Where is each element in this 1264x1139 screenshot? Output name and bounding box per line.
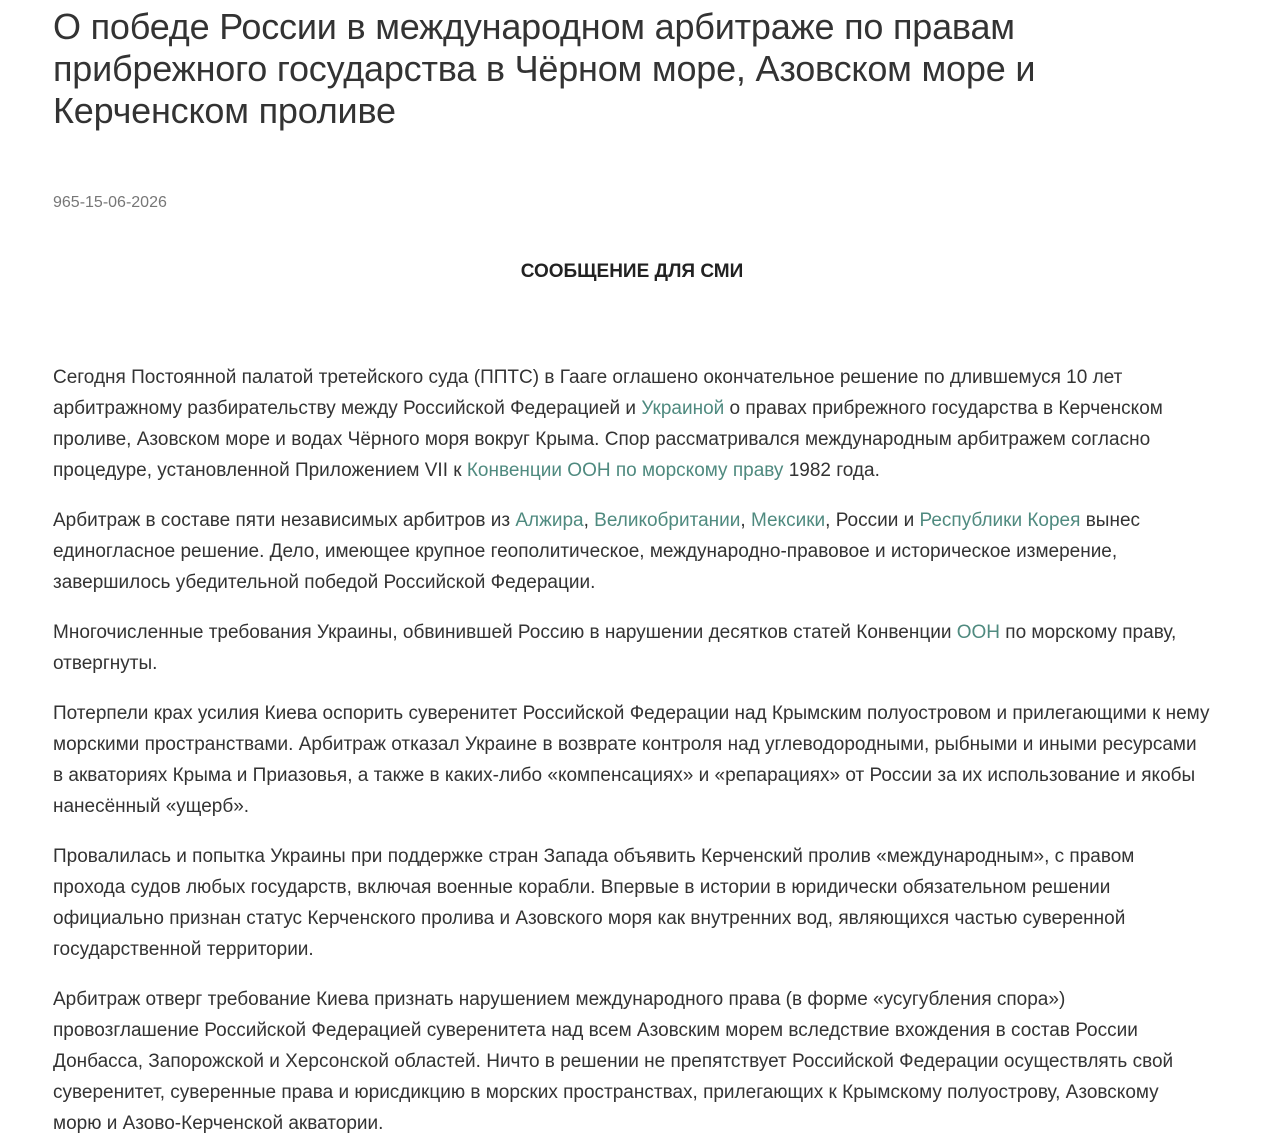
separator: , [583, 510, 595, 531]
paragraph-text: Арбитраж в составе пяти независимых арбитров из [53, 510, 516, 531]
paragraph-text: , России и [825, 510, 920, 531]
page-title: О победе России в международном арбитраже по правам прибрежного государства в Чёрном море, Азовском море и Керченском проливе [53, 6, 1036, 131]
paragraph-1 [53, 362, 1211, 486]
paragraph-5: Провалилась и попытка Украины при поддержке стран Запада объявить Керченский пролив «международным», с правом прохода судов любых государств, включая военные корабли. Впервые в истории в юридически обязательном решении официально признан статус Керченского пролива и Азовского моря как внутренних вод, являющихся частью суверенной государственной территории. [53, 846, 1135, 960]
link-great-britain[interactable]: Великобритании [594, 510, 741, 531]
link-algeria[interactable]: Алжира [515, 510, 584, 531]
paragraph-text: по морскому праву, отвергнуты. [53, 622, 1177, 674]
paragraph-text: Многочисленные требования Украины, обвинившей Россию в нарушении десятков статей Конвенции [53, 622, 957, 643]
article-body [53, 362, 1211, 1139]
document-number: 965-15-06-2026 [53, 194, 167, 211]
paragraph-2 [53, 505, 1211, 598]
paragraph-text: о правах прибрежного государства в Керченском проливе, Азовском море и водах Чёрного моря вокруг Крыма. Спор рассматривался международным арбитражем согласно процедуре, установленной Приложением VII к [53, 398, 1163, 481]
paragraph-6: Арбитраж отверг требование Киева признать нарушением международного права (в форме «усугубления спора») провозглашение Российской Федерацией суверенитета над всем Азовским морем вследствие вхождения в состав России Донбасса, Запорожской и Херсонской областей. Ничто в решении не препятствует Российской Федерации осуществлять свой суверенитет, суверенные права и юрисдикцию в морских пространствах, прилегающих к Крымскому полуострову, Азовскому морю и Азово-Керченской акватории. [53, 989, 1174, 1134]
paragraph-text: Сегодня Постоянной палатой третейского суда (ППТС) в Гааге оглашено окончательное решение по длившемуся 10 лет арбитражному разбирательству между Российской Федерацией и [53, 367, 1123, 419]
link-un[interactable]: ООН [956, 622, 1001, 643]
paragraph-4: Потерпели крах усилия Киева оспорить суверенитет Российской Федерации над Крымским полуостровом и прилегающими к нему морскими пространствами. Арбитраж отказал Украине в возврате контроля над углеводородными, рыбными и иными ресурсами в акваториях Крыма и Приазовья, а также в каких-либо «компенсациях» и «репарациях» от России за их использование и якобы нанесённый «ущерб». [53, 703, 1210, 817]
paragraph-text: 1982 года. [783, 460, 880, 481]
link-unclos-convention[interactable]: Конвенции ООН по морскому праву [466, 460, 784, 481]
separator: , [740, 510, 751, 531]
link-ukraine[interactable]: Украиной [641, 398, 725, 419]
paragraph-text: вынес единогласное решение. Дело, имеющее крупное геополитическое, международно-правовое и историческое измерение, завершилось убедительной победой Российской Федерации. [53, 510, 1141, 593]
paragraph-3 [53, 617, 1211, 679]
press-release-heading: СООБЩЕНИЕ ДЛЯ СМИ [520, 261, 744, 282]
link-republic-of-korea[interactable]: Республики Корея [919, 510, 1081, 531]
link-mexico[interactable]: Мексики [750, 510, 826, 531]
